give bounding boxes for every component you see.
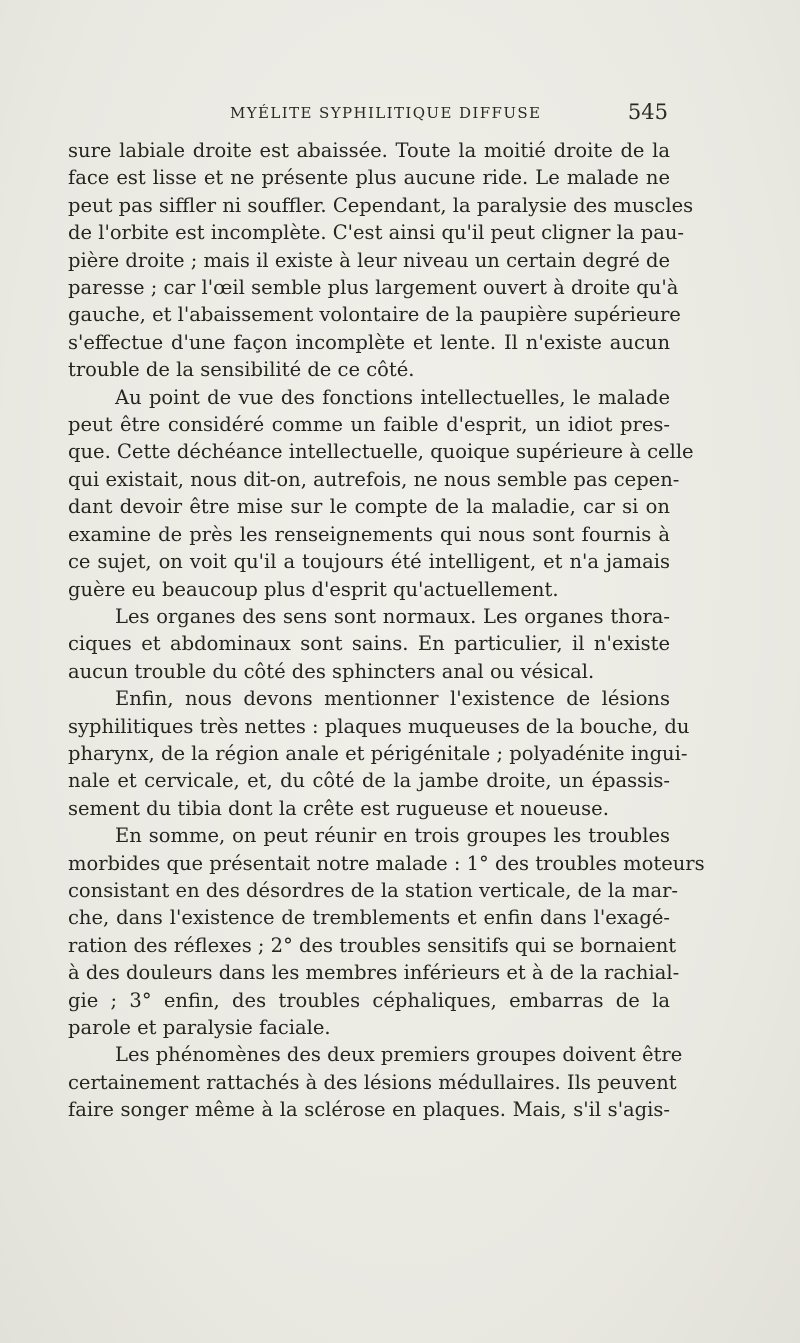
text-line: que. Cette déchéance intellectuelle, quoique supérieure à celle bbox=[68, 440, 694, 464]
text-line: syphilitiques très nettes : plaques muqueuses de la bouche, du bbox=[68, 714, 690, 738]
text-line: faire songer même à la sclérose en plaques. Mais, s'il s'agis- bbox=[68, 1098, 670, 1122]
text-line: gauche, et l'abaissement volontaire de la paupière supérieure bbox=[68, 303, 681, 327]
text-line: pharynx, de la région anale et périgénitale ; polyadénite ingui- bbox=[68, 741, 688, 765]
text-line: dant devoir être mise sur le compte de la maladie, car si on bbox=[68, 495, 670, 519]
text-line: consistant en des désordres de la station verticale, de la mar- bbox=[68, 878, 678, 902]
text-line: s'effectue d'une façon incomplète et lente. Il n'existe aucun bbox=[68, 330, 670, 354]
text-line: examine de près les renseignements qui nous sont fournis à bbox=[68, 522, 670, 546]
running-head bbox=[68, 100, 668, 130]
paragraph-start: Les phénomènes des deux premiers groupes doivent être bbox=[115, 1043, 683, 1067]
text-line: peut être considéré comme un faible d'esprit, un idiot pres- bbox=[68, 413, 670, 437]
text-line: à des douleurs dans les membres inférieurs et à de la rachial- bbox=[68, 961, 680, 985]
text-line: ce sujet, on voit qu'il a toujours été intelligent, et n'a jamais bbox=[68, 550, 670, 574]
text-line: trouble de la sensibilité de ce côté. bbox=[68, 358, 415, 382]
text-line: guère eu beaucoup plus d'esprit qu'actuellement. bbox=[68, 577, 559, 601]
text-line: che, dans l'existence de tremblements et enfin dans l'exagé- bbox=[68, 906, 670, 930]
paragraph-start: Les organes des sens sont normaux. Les organes thora- bbox=[115, 604, 670, 628]
text-line: parole et paralysie faciale. bbox=[68, 1016, 331, 1039]
paragraph-start: Enfin, nous devons mentionner l'existence de lésions bbox=[115, 687, 670, 711]
text-line: de l'orbite est incomplète. C'est ainsi qu'il peut cligner la pau- bbox=[68, 221, 684, 245]
text-line: sure labiale droite est abaissée. Toute la moitié droite de la bbox=[68, 139, 670, 162]
text-line: certainement rattachés à des lésions médullaires. Ils peuvent bbox=[68, 1070, 677, 1094]
running-title: MYÉLITE SYPHILITIQUE DIFFUSE bbox=[230, 104, 542, 122]
page-number: 545 bbox=[627, 100, 668, 124]
text-line: pière droite ; mais il existe à leur niveau un certain degré de bbox=[68, 248, 670, 272]
paragraph-start: Au point de vue des fonctions intellectuelles, le malade bbox=[115, 385, 670, 409]
text-line: gie ; 3° enfin, des troubles céphaliques, embarras de la bbox=[68, 988, 670, 1012]
text-line: sement du tibia dont la crête est rugueuse et noueuse. bbox=[68, 796, 609, 820]
text-line: paresse ; car l'œil semble plus largement ouvert à droite qu'à bbox=[68, 276, 679, 300]
text-line: qui existait, nous dit-on, autrefois, ne nous semble pas cepen- bbox=[68, 467, 680, 491]
text-line: face est lisse et ne présente plus aucune ride. Le malade ne bbox=[68, 166, 670, 190]
text-line: morbides que présentait notre malade : 1° des troubles moteurs bbox=[68, 851, 705, 875]
paragraph-start: En somme, on peut réunir en trois groupes les troubles bbox=[115, 824, 670, 848]
text-line: aucun trouble du côté des sphincters anal ou vésical. bbox=[68, 659, 595, 683]
text-line: ration des réflexes ; 2° des troubles sensitifs qui se bornaient bbox=[68, 933, 677, 957]
body-text bbox=[68, 137, 705, 1124]
text-line: peut pas siffler ni souffler. Cependant, la paralysie des muscles bbox=[68, 193, 694, 217]
text-line: nale et cervicale, et, du côté de la jambe droite, un épassis- bbox=[68, 769, 670, 793]
text-line: ciques et abdominaux sont sains. En particulier, il n'existe bbox=[68, 632, 670, 656]
